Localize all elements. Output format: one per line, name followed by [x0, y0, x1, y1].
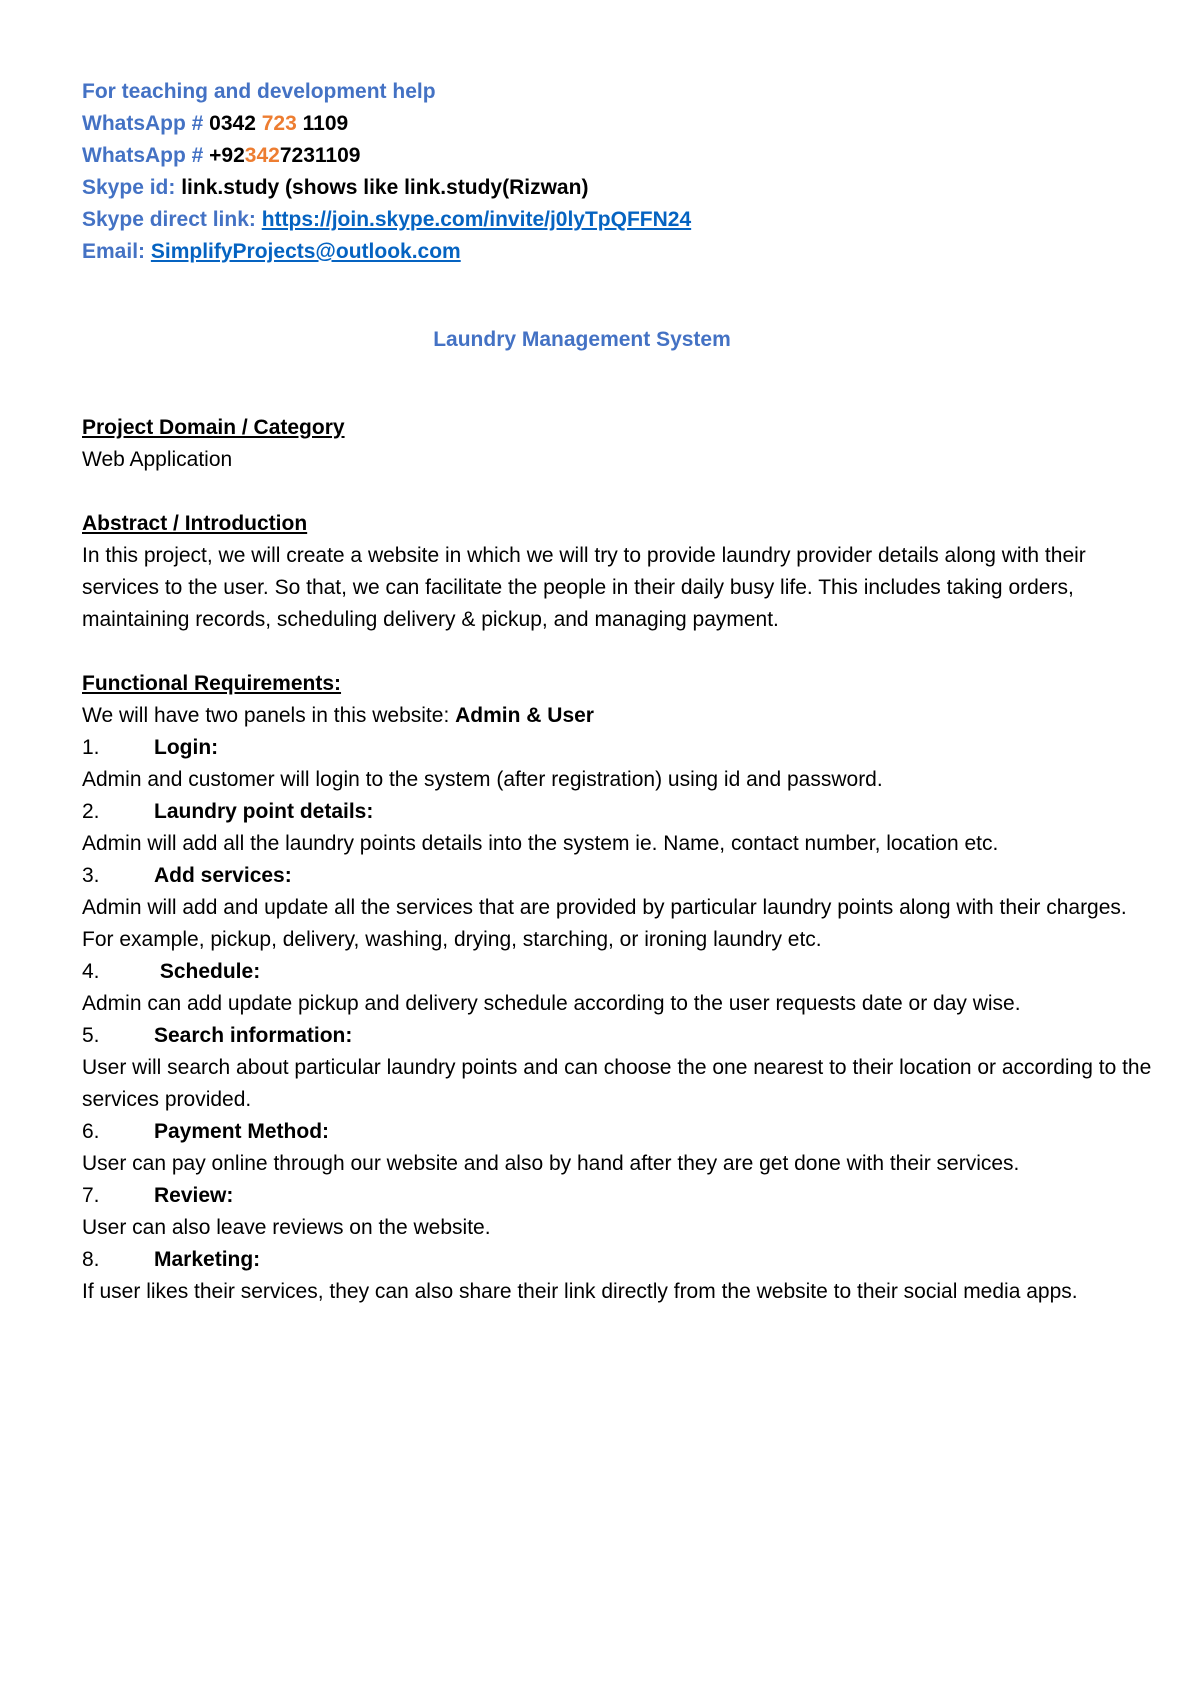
requirement-text: Admin will add all the laundry points details into the system ie. Name, contact number, location etc. — [82, 832, 999, 855]
contact-whatsapp-2: WhatsApp # +923427231109 — [82, 144, 361, 167]
requirement-text: If user likes their services, they can also share their link directly from the website to their social media apps. — [82, 1280, 1078, 1303]
requirement-title: 2. Laundry point details: — [82, 800, 374, 823]
abstract-heading: Abstract / Introduction — [82, 512, 308, 535]
document-page — [82, 76, 1162, 1308]
requirement-text: User will search about particular laundry points and can choose the one nearest to their location or according to the services provided. — [82, 1056, 1152, 1111]
requirement-title: 4. Schedule: — [82, 960, 261, 983]
email-link[interactable]: SimplifyProjects@outlook.com — [150, 240, 461, 263]
document-title: Laundry Management System — [433, 328, 731, 351]
functional-intro: We will have two panels in this website: Admin & User — [82, 704, 594, 727]
requirement-title: 8. Marketing: — [82, 1248, 261, 1271]
contact-email: Email: SimplifyProjects@outlook.com — [82, 240, 461, 263]
requirement-text: Admin and customer will login to the system (after registration) using id and password. — [82, 768, 883, 791]
abstract-text: In this project, we will create a website in which we will try to provide laundry provider details along with their services to the user. So that, we can facilitate the people in their daily busy life. This includes taking orders, maintaining records, scheduling delivery & pickup, and managing payment. — [82, 544, 1086, 631]
requirement-text: User can pay online through our website and also by hand after they are get done with their services. — [82, 1152, 1020, 1175]
requirement-title: 7. Review: — [82, 1184, 234, 1207]
contact-whatsapp-1: WhatsApp # 0342 723 1109 — [82, 112, 349, 135]
contact-skype-id: Skype id: link.study (shows like link.study(Rizwan) — [82, 176, 589, 199]
requirement-title: 3. Add services: — [82, 864, 292, 887]
requirement-title: 5. Search information: — [82, 1024, 353, 1047]
requirement-text: User can also leave reviews on the website. — [82, 1216, 491, 1239]
contact-help-line: For teaching and development help — [82, 80, 436, 103]
requirement-text: Admin will add and update all the services that are provided by particular laundry points along with their charges. For example, pickup, delivery, washing, drying, starching, or ironing laundry etc. — [82, 896, 1127, 951]
functional-heading: Functional Requirements: — [82, 672, 342, 695]
skype-invite-link[interactable]: https://join.skype.com/invite/j0lyTpQFFN24 — [261, 208, 692, 231]
domain-heading: Project Domain / Category — [82, 416, 345, 439]
contact-skype-link: Skype direct link: https://join.skype.com/invite/j0lyTpQFFN24 — [82, 208, 692, 231]
requirements-list — [82, 732, 1162, 1308]
requirement-title: 1. Login: — [82, 736, 219, 759]
requirement-title: 6. Payment Method: — [82, 1120, 330, 1143]
domain-value: Web Application — [82, 448, 233, 471]
requirement-text: Admin can add update pickup and delivery schedule according to the user requests date or day wise. — [82, 992, 1021, 1015]
